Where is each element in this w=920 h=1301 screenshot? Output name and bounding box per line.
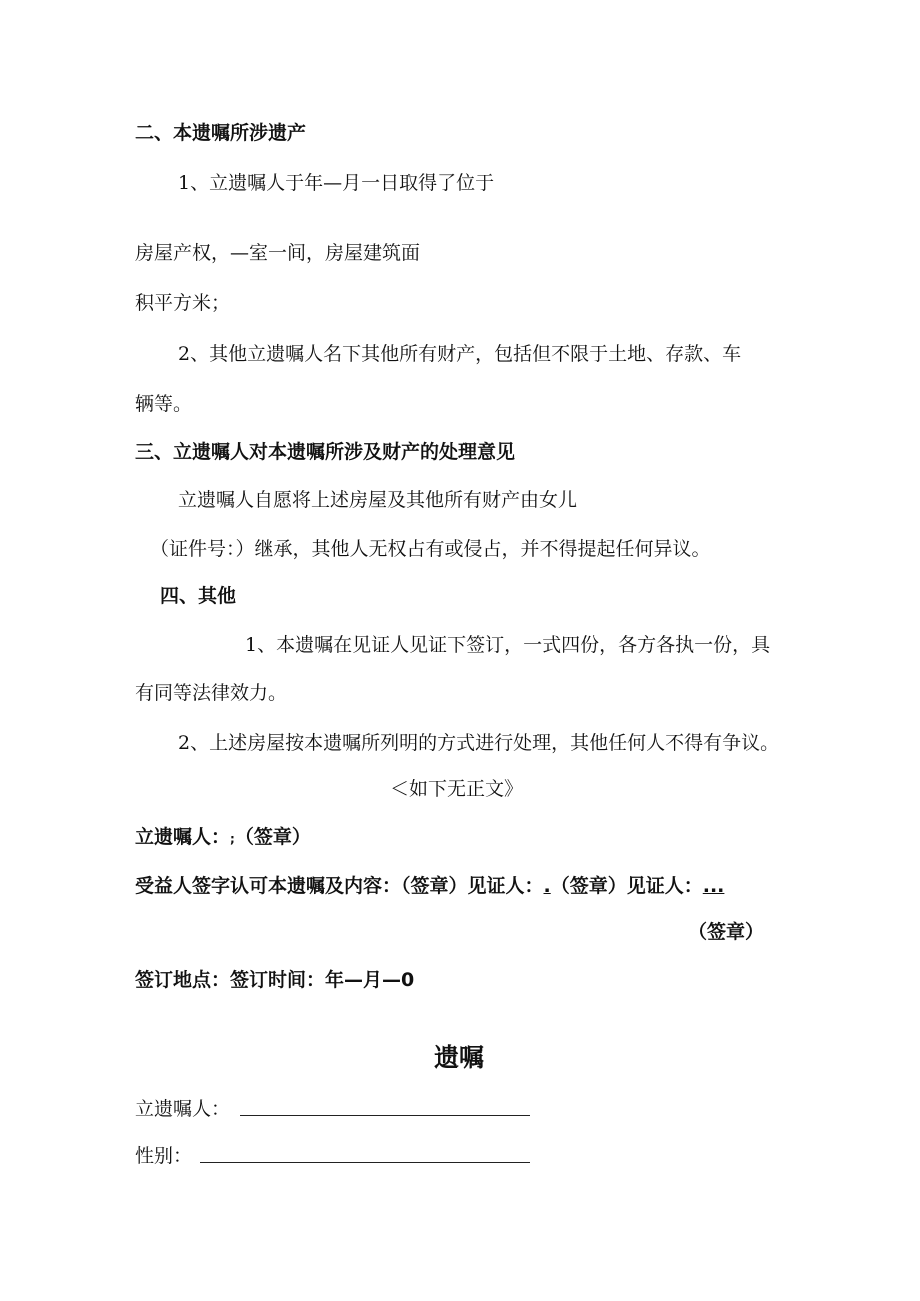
place-and-time: 签订地点：签订时间：年—月—0 bbox=[135, 969, 415, 991]
section-2-item-1-line-3: 积平方米； bbox=[135, 292, 231, 314]
section-3-heading: 三、立遗嘱人对本遗嘱所涉及财产的处理意见 bbox=[135, 441, 516, 463]
testator-mark: ; bbox=[230, 832, 235, 846]
section-4-heading: 四、其他 bbox=[160, 585, 237, 607]
will-form-title: 遗嘱 bbox=[434, 1043, 485, 1072]
section-2-heading: 二、本遗嘱所涉遗产 bbox=[135, 122, 307, 144]
beneficiary-text: 受益人签字认可本遗嘱及内容：（签章）见证人： bbox=[135, 875, 544, 897]
section-3-paragraph-line-1: 立遗嘱人自愿将上述房屋及其他所有财产由女儿 bbox=[178, 489, 578, 511]
end-of-text-marker: ＜如下无正文》 bbox=[390, 778, 524, 800]
section-4-item-1-line-2: 有同等法律效力。 bbox=[135, 682, 288, 704]
witness-1-mark: . bbox=[543, 875, 551, 897]
field-gender-label: 性别： bbox=[135, 1145, 193, 1167]
section-2-item-2-line-1: 2、其他立遗嘱人名下其他所有财产，包括但不限于土地、存款、车 bbox=[178, 343, 742, 365]
field-testator-blank[interactable] bbox=[240, 1115, 530, 1116]
testator-seal: （签章） bbox=[234, 826, 311, 848]
field-gender-blank[interactable] bbox=[200, 1162, 530, 1163]
witness-1-text: （签章）见证人： bbox=[550, 875, 703, 897]
section-4-item-1-line-1: 1、本遗嘱在见证人见证下签订，一式四份，各方各执一份，具 bbox=[245, 634, 771, 656]
beneficiary-witness-line bbox=[135, 874, 724, 898]
section-3-paragraph-line-2: （证件号：）继承，其他人无权占有或侵占，并不得提起任何异议。 bbox=[150, 538, 711, 560]
field-testator-label: 立遗嘱人： bbox=[135, 1098, 231, 1120]
testator-label: 立遗嘱人： bbox=[135, 826, 231, 848]
witness-2-mark: ... bbox=[702, 875, 725, 897]
section-4-item-2: 2、上述房屋按本遗嘱所列明的方式进行处理，其他任何人不得有争议。 bbox=[178, 732, 780, 754]
section-2-item-1-line-1: 1、立遗嘱人于年—月一日取得了位于 bbox=[178, 172, 495, 194]
testator-signature-line bbox=[135, 825, 311, 851]
witness-2-seal: （签章） bbox=[688, 921, 765, 943]
section-2-item-1-line-2: 房屋产权，—室一间，房屋建筑面 bbox=[135, 242, 421, 264]
section-2-item-2-line-2: 辆等。 bbox=[135, 393, 193, 415]
